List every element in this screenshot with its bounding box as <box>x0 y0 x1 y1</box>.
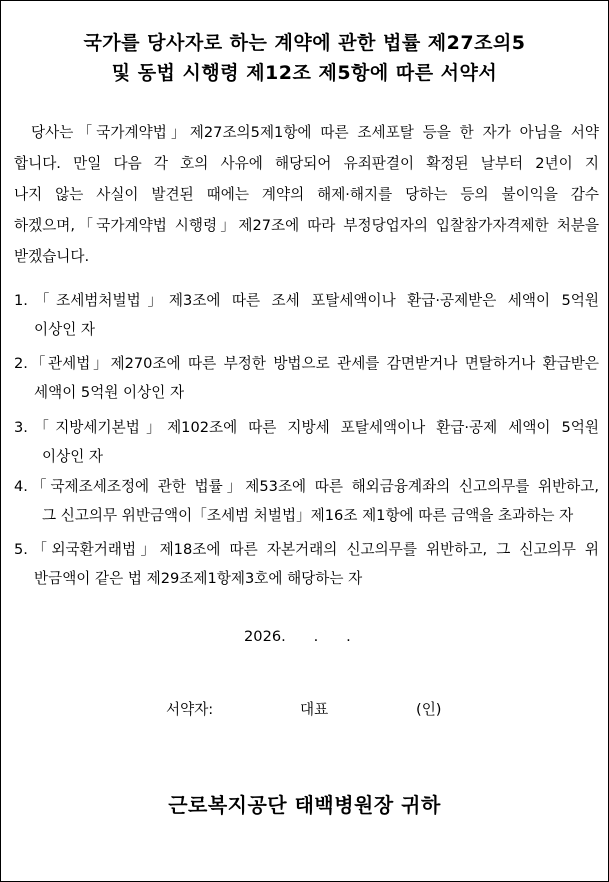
title-line-1: 국가를 당사자로 하는 계약에 관한 법률 제27조의5 <box>83 32 526 54</box>
intro-line-4: 하겠으며,「국가계약법 시행령」제27조에 따라 부정당업자의 입찰참가자격제한 처분을 <box>14 217 599 234</box>
list-item-5 <box>14 535 599 593</box>
list-item-4-line-1: 4.「국제조세조정에 관한 법률」제53조에 따른 해외금융계좌의 신고의무를 위반하고, <box>14 478 599 495</box>
list-item-2 <box>14 349 599 407</box>
list-item-1 <box>14 286 599 344</box>
pledger-label: 서약자: <box>166 701 214 718</box>
list-item-3-line-1: 3.「지방세기본법」제102조에 따른 지방세 포탈세액이나 환급·공제 세액이 5억원 <box>14 419 599 436</box>
list-item-1-line-2: 이상인 자 <box>34 321 96 338</box>
list-item-3 <box>14 413 599 471</box>
intro-line-3: 나지 않는 사실이 발견된 때에는 계약의 해제·해지를 당하는 등의 불이익을 감수 <box>14 186 599 203</box>
list-item-4 <box>14 472 599 530</box>
list-item-2-line-1: 2.「관세법」제270조에 따른 부정한 방법으로 관세를 감면받거나 면탈하거나 환급받은 <box>14 355 599 372</box>
pledge-intro-paragraph <box>14 117 599 272</box>
representative-label: 대표 <box>300 701 329 718</box>
list-item-2-line-2: 세액이 5억원 이상인 자 <box>34 384 185 401</box>
title-line-2: 및 동법 시행령 제12조 제5항에 따른 서약서 <box>111 62 498 84</box>
addressee: 근로복지공단 태백병원장 귀하 <box>168 793 441 817</box>
seal-label: (인) <box>416 701 442 718</box>
document-title <box>1 28 608 88</box>
pledge-date: 2026. . . <box>244 628 351 645</box>
intro-line-1: 당사는「국가계약법」제27조의5제1항에 따른 조세포탈 등을 한 자가 아님을 서약 <box>31 124 599 141</box>
list-item-3-line-2: 이상인 자 <box>42 448 104 465</box>
list-item-5-line-2: 반금액이 같은 법 제29조제1항제3호에 해당하는 자 <box>34 570 363 587</box>
intro-line-5: 받겠습니다. <box>14 248 90 265</box>
intro-line-2: 합니다. 만일 다음 각 호의 사유에 해당되어 유죄판결이 확정된 날부터 2년이 지 <box>14 155 599 172</box>
list-item-5-line-1: 5.「외국환거래법」제18조에 따른 자본거래의 신고의무를 위반하고, 그 신고의무 위 <box>14 541 599 558</box>
list-item-4-line-2: 그 신고의무 위반금액이「조세범 처벌법」제16조 제1항에 따른 금액을 초과하는 자 <box>42 507 574 524</box>
list-item-1-line-1: 1.「조세범처벌법」제3조에 따른 조세 포탈세액이나 환급·공제받은 세액이 5억원 <box>14 292 599 309</box>
